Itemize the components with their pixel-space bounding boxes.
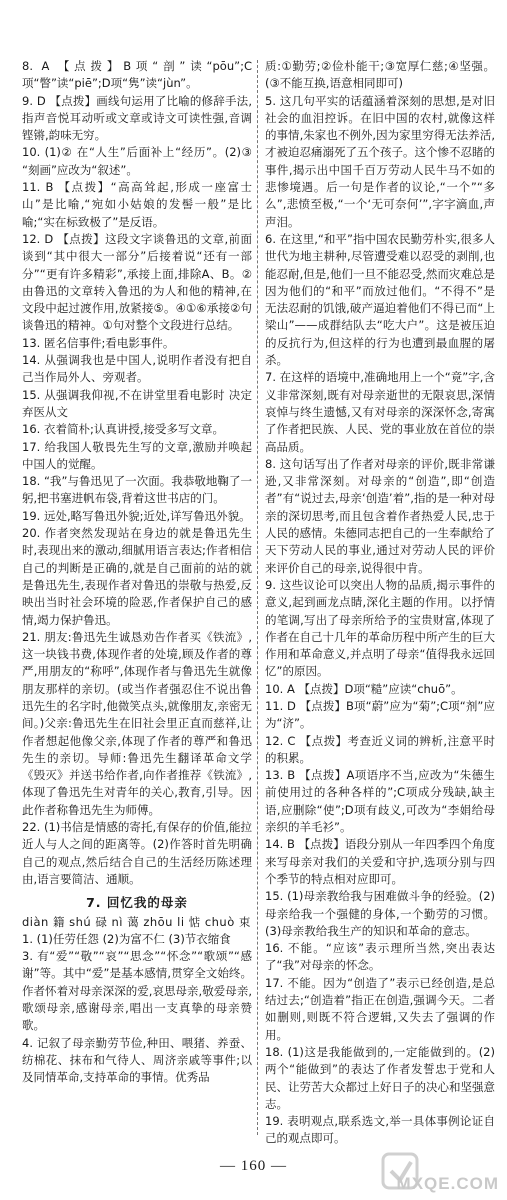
answer-entry: 18. (1)这是我能做到的,一定能做到的。(2)两个“能做到”的表达了作者发誓忠于党和人民、让劳苦大众都过上好日子的决心和坚强意志。 xyxy=(265,1044,495,1111)
answer-entry: 18. “我”与鲁迅见了一次面。我恭敬地鞠了一躬,把书塞进帆布袋,背着这世书店的门。 xyxy=(22,474,252,506)
answer-entry: 3. 有“爱”“敬”“哀”“思念”“怀念”“歌颂”“感谢”等。其中“爱”是基本感情,贯穿全文始终。作者怀着对母亲深深的爱,哀思母亲,敬爱母亲,歌颂母亲,感谢母亲,唱出一支真挚的母亲赞歌。 xyxy=(22,949,252,1033)
answer-entry: 21. 朋友:鲁迅先生诚恳劝告作者买《铁流》,这一块钱书费,体现作者的处境,顾及作者的尊严,用朋友的“称呼”,体现作者与鲁迅先生就像朋友那样的亲切。(或当作者强忍住不说出鲁迅先生的名字时,他微笑点头,就像朋友,亲密无间。)父亲:鲁迅先生在旧社会里正直而慈祥,让作者想起他像父亲,体现了作者的尊严和鲁迅先生的亲切。导师:鲁迅先生翻译革命文学《毁灭》并送书给作者,向作者推荐《铁流》,体现了鲁迅先生对青年的关心,教育,引导。因此作者称鲁迅先生为师傅。 xyxy=(22,629,252,817)
answer-entry: 19. 表明观点,联系选文,举一具体事例论证自己的观点即可。 xyxy=(265,1114,495,1146)
left-column xyxy=(22,58,252,1138)
answer-entry: 5. 这几句平实的话蕴涵着深刻的思想,是对旧社会的血泪控诉。在旧中国的农村,就像这样的事情,朱家也不例外,因为家里穷得无法养活,才被迫忍痛溺死了五个孩子。这个惨不忍睹的事件,揭示出中国千百万劳动人民牛马不如的悲惨境遇。后一句是作者的议论,“一个”“多么”,悲愤至极,“一个‘无可奈何’”,字字滴血,声声泪。 xyxy=(265,93,495,229)
answer-entry: 4. 记叙了母亲勤劳节俭,种田、喂猪、养蚕、纺棉花、抹布和气待人、周济亲戚等事件;以及同情革命,支持革命的事情。优秀品 xyxy=(22,1035,252,1085)
section-title: 7. 回忆我的母亲 xyxy=(86,895,188,911)
answer-entry: 9. D 【点拨】画线句运用了比喻的修辞手法,指声音悦耳动听或文章或诗文可读性强,音调铿锵,韵味无穷。 xyxy=(22,93,252,143)
answer-entry: 16. 不能。“应该”表示理所当然,突出表达了“我”对母亲的怀念。 xyxy=(265,941,495,973)
answer-entry: 10. A 【点拨】D项“糙”应读“chuō”。 xyxy=(265,681,463,696)
answer-entry: 20. 作者突然发现站在身边的就是鲁迅先生时,表现出来的激动,细腻用语言表达;作者相信自己的判断是正确的,就是自己面前的站的就是鲁迅先生,表现作者对鲁迅的崇敬与热爱,反映出当时社会环境的险恶,作者保护自己的感情,竭力保护鲁迅。 xyxy=(22,526,252,627)
answer-entry: 1. (1)任劳任怨 (2)为富不仁 (3)节衣缩食 xyxy=(22,931,231,946)
answer-entry: 14. B 【点拨】语段分别从一年四季四个角度来写母亲对我们的关爱和守护,选项分别与四个季节的特点相对应即可。 xyxy=(265,837,495,886)
answer-entry: 9. 这些议论可以突出人物的品质,揭示事件的意义,起到画龙点睛,深化主题的作用。以抒情的笔调,写出了母亲所给予的宝贵财富,体现了作者在自己十几年的革命历程中所产生的巨大作用和革命意义,并点明了母亲“值得我永远回忆”的原因。 xyxy=(265,577,495,679)
answer-entry: 8. A 【点拨】B项“剖”读“pōu”;C项“瞥”读“piē”;D项“隽”读“jùn”。 xyxy=(22,59,252,91)
answer-entry: 12. C 【点拨】考查近义词的辨析,注意平时的积累。 xyxy=(265,733,495,765)
answer-entry: 13. B 【点拨】A项语序不当,应改为“朱德生前使用过的各种各样的”;C项成分残缺,缺主语,应删除“使”;D项有歧义,可改为“李娟给母亲织的羊毛衫”。 xyxy=(265,768,495,835)
answer-entry: 15. (1)母亲教给我与困难做斗争的经验。(2)母亲给我一个强健的身体,一个勤劳的习惯。(3)母亲教给我生产的知识和革命的意志。 xyxy=(265,889,495,938)
answer-entry: 17. 给我国人敬畏先生写的文章,激励并唤起中国人的觉醒。 xyxy=(22,439,252,471)
answer-entry: 16. 衣着简朴;认真讲授,接受多写文章。 xyxy=(22,422,224,437)
answer-entry: 19. 远处,略写鲁迅外貌;近处,详写鲁迅外貌。 xyxy=(22,508,251,523)
answer-entry: 11. B 【点拨】“高高耸起,形成一座富士山”是比喻,“宛如小姑娘的发髻一般”是比喻;“实在标致极了”是反语。 xyxy=(22,180,252,229)
answer-entry: 12. D 【点拨】这段文字谈鲁迅的文章,前面谈到“其中很大一部分”后接着说“还有一部分”“更有许多精彩”,承接上面,排除A、B。②由鲁迅的文章转入鲁迅的为人和他的精神,在文段中起过渡作用,放紧接⑤。④①⑥承接②句谈鲁迅的精神。①句对整个文段进行总结。 xyxy=(22,231,252,333)
answer-entry: 15. 从强调我仰视,不在讲堂里看电影时 决定弃医从文 xyxy=(22,387,252,419)
answer-entry: 11. D 【点拨】B项“蔚”应为“菊”;C项“剂”应为“济”。 xyxy=(265,698,495,731)
answer-entry: 13. 匿名信事件;看电影事件。 xyxy=(22,335,175,350)
page-number: — 160 — xyxy=(220,1158,287,1174)
answer-entry: 8. 这句话写出了作者对母亲的评价,既非常谦逊,又非常深刻。对母亲的“创造”,即“创造者”有“说过去,母亲‘创造’着”,指的是一种对母亲的深切思考,而且包含着作者热爱人民,忠于人民的感情。朱德同志把自己的一生奉献给了天下劳动人民的事业,通过对劳动人民的评价来评价自己的母亲,说得很中肯。 xyxy=(265,456,495,575)
answer-entry: 质:①勤劳;②俭朴能干;③宽厚仁慈;④坚强。(③不能互换,语意相同即可) xyxy=(265,59,495,91)
answer-entry: 7. 在这样的语境中,准确地用上一个“竟”字,含义非常深刻,既有对母亲逝世的无限哀思,深情哀悼与终生遗憾,又有对母亲的深深怀念,寄寓了作者把民族、人民、党的事业放在首位的崇高品质。 xyxy=(265,370,495,454)
pinyin-line: diàn 籍 shú 碌 nì 蔼 zhōu li 惦 chuò 束 xyxy=(22,914,251,929)
right-column xyxy=(265,58,495,1146)
answer-entry: 22. (1)书信是情感的寄托,有保存的价值,能拉近人与人之间的距离等。(2)作答时首先明确自己的观点,然后结合自己的生活经历陈述理由,语言要简洁、通顺。 xyxy=(22,820,252,886)
column-divider xyxy=(257,60,258,1135)
answer-entry: 17. 不能。因为“创造了”表示已经创造,是总结过去;“创造着”指正在创造,强调今天。二者如删则,则既不符合逻辑,又失去了强调的作用。 xyxy=(265,975,495,1042)
watermark-text: MXQE.COM xyxy=(396,1174,499,1193)
answer-entry: 6. 在这里,“和平”指中国农民勤劳朴实,很多人世代为地主耕种,尽管遭受难以忍受的剥削,也能忍耐,但是,他们一旦不能忍受,然而灾难总是因为他们的“和平”而放过他们。“不得不”是无法忍耐的饥饿,破产逼迫着他们不得已而“上梁山”——成群结队去“吃大户”。这是被压迫的反抗行为,但这样的行为也遭到最血腥的屠杀。 xyxy=(265,231,495,368)
answer-entry: 10. (1)② 在“人生”后面补上“经历”。(2)③ “刻画”应改为“叙述”。 xyxy=(22,145,252,177)
answer-entry: 14. 从强调我也是中国人,说明作者没有把自己当作局外人、旁观者。 xyxy=(22,353,252,385)
